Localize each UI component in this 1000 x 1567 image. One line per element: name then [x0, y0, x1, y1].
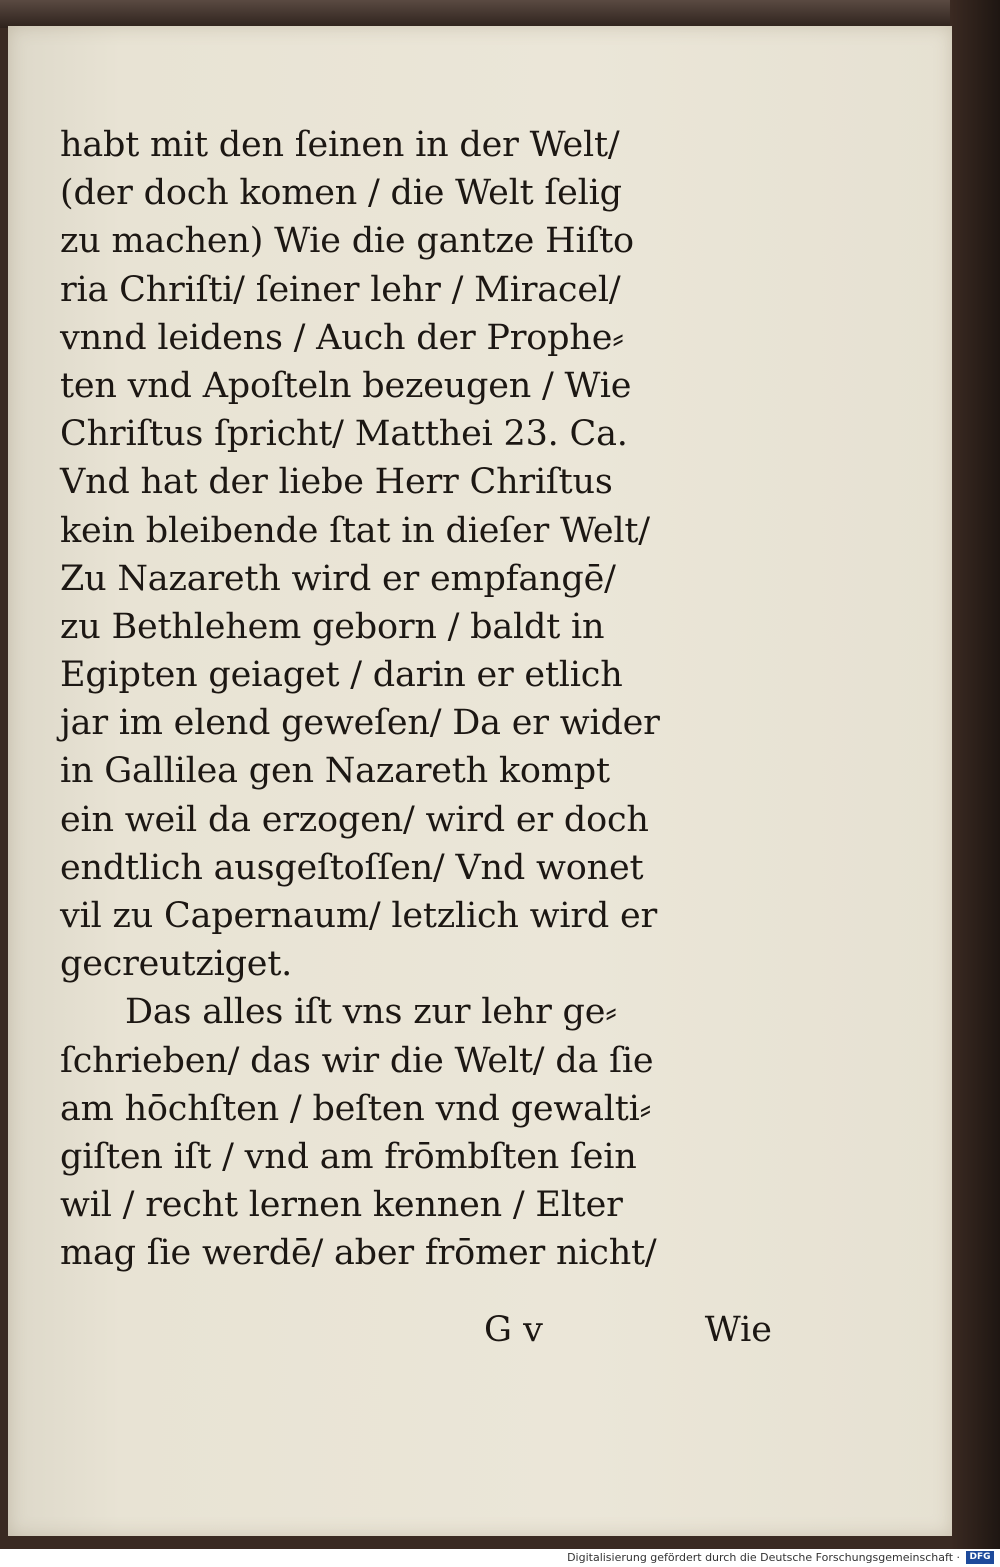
page-footer — [60, 1306, 772, 1354]
text-line: Vnd hat der liebe Herr Chriſtus — [60, 462, 613, 503]
text-line: ten vnd Apoſteln bezeugen / Wie — [60, 365, 632, 406]
text-line: (der doch komen / die Welt ſelig — [60, 173, 622, 214]
text-line: ſchrieben/ das wir die Welt/ da ſie — [60, 1040, 654, 1081]
text-line: gecreutziget. — [60, 944, 293, 985]
signature-mark: G v — [484, 1310, 543, 1350]
book-page — [8, 26, 952, 1536]
text-line: habt mit den ſeinen in der Welt/ — [60, 125, 620, 165]
text-line: zu machen) Wie die gantze Hiſto — [60, 221, 634, 262]
scan-frame-right — [950, 0, 1000, 1567]
paragraph-start-line: Das alles iſt vns zur lehr ge⸗ — [125, 992, 617, 1033]
text-line: am hōchſten / beſten vnd gewalti⸗ — [60, 1088, 652, 1129]
catchword: Wie — [704, 1310, 772, 1350]
text-line: vil zu Capernaum/ letzlich wird er — [60, 896, 658, 936]
text-line: ein weil da erzogen/ wird er doch — [60, 799, 649, 840]
text-line: zu Bethlehem geborn / baldt in — [60, 606, 605, 647]
funding-credit: Digitalisierung gefördert durch die Deutsche Forschungsgemeinschaft · — [567, 1551, 960, 1564]
scan-frame-top — [0, 0, 1000, 28]
text-line: endtlich ausgeſtoſſen/ Vnd wonet — [60, 847, 644, 888]
text-line: Egipten geiaget / darin er etlich — [60, 655, 623, 696]
text-line: wil / recht lernen kennen / Elter — [60, 1185, 623, 1226]
page-text — [60, 121, 772, 1278]
text-line: Chriſtus ſpricht/ Matthei 23. Ca. — [60, 414, 628, 455]
text-line: in Gallilea gen Nazareth kompt — [60, 751, 610, 792]
text-line: mag ſie werdē/ aber frōmer nicht/ — [60, 1233, 657, 1274]
text-line: vnnd leidens / Auch der Prophe⸗ — [60, 317, 624, 358]
text-line: jar im elend geweſen/ Da er wider — [60, 703, 660, 744]
text-line: giſten iſt / vnd am frōmbſten ſein — [60, 1136, 637, 1177]
dfg-logo-icon: DFG — [966, 1551, 994, 1564]
text-line: Zu Nazareth wird er empfangē/ — [60, 558, 616, 599]
text-line: kein bleibende ſtat in dieſer Welt/ — [60, 510, 650, 551]
text-line: ria Chriſti/ ſeiner lehr / Miracel/ — [60, 269, 621, 310]
